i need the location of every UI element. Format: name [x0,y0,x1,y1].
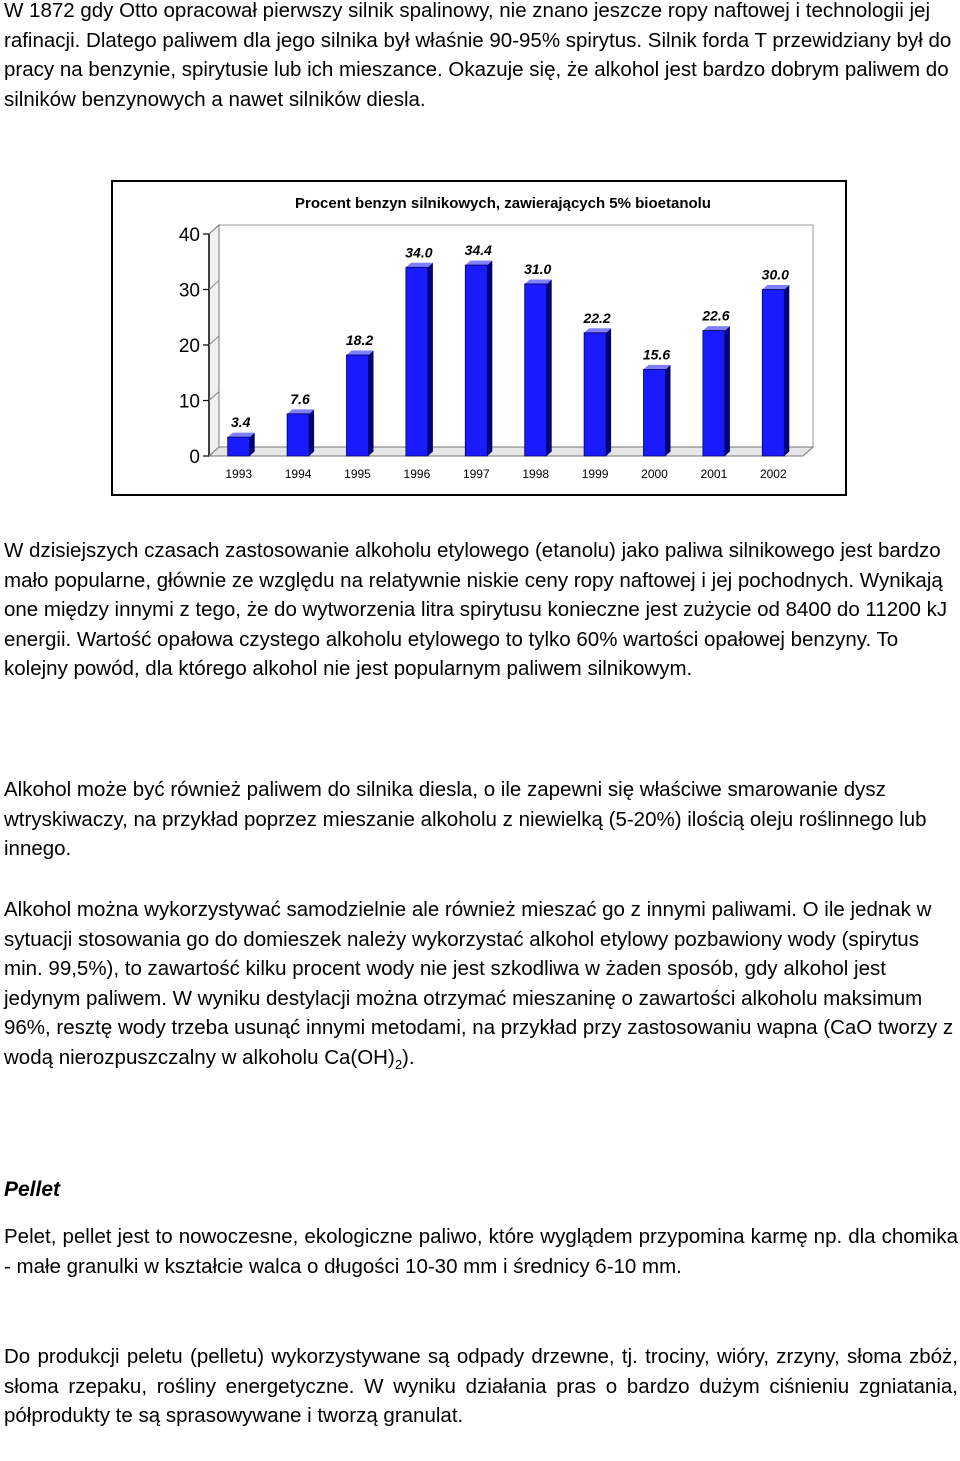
y-tick-label: 0 [189,447,200,468]
bar-value-label: 3.4 [230,414,251,431]
x-tick-label: 1994 [284,467,312,481]
y-tick-label: 10 [178,391,200,413]
mixing-paragraph-text: Alkohol można wykorzystywać samodzielnie ale również mieszać go z innymi paliwami. O ile jednak w sytuacji stosowania go do domieszek należy wykorzystać alkohol etylowy pozbawiony wody (spirytus min. 99,5%), to zawartość kilku procent wody nie jest szkodliwa w żaden sposób, gdy alkohol jest jedynym paliwem. W wyniku destylacji można otrzymać mieszaninę o zawartości alkoholu maksimum 96%, resztę wody trzeba usunąć innymi metodami, na przykład przy zastosowaniu wapna (CaO tworzy z wodą nierozpuszczalny w alkoholu Ca(OH) [4,898,954,1069]
x-tick-label: 1993 [225,467,253,481]
bar-value-label: 22.2 [583,309,611,326]
pellet-production-paragraph: Do produkcji peletu (pelletu) wykorzystywane są odpady drzewne, tj. trociny, wióry, zrzyny, słoma zbóż, słoma rzepaku, rośliny energetyczne. W wyniku działania pras o bardzo dużym ciśnieniu zgniatania, półprodukty te są sprasowywane i tworzą granulat. [4,1345,958,1427]
intro-paragraph: W 1872 gdy Otto opracował pierwszy silnik spalinowy, nie znano jeszcze ropy naftowej i technologii jej rafinacji. Dlatego paliwem dla jego silnika był właśnie 90-95% spirytus. Silnik forda T przewidziany był do pracy na benzynie, spirytusie lub ich mieszance. Okazuje się, że alkohol jest bardzo dobrym paliwem do silników benzynowych a nawet silników diesla. [4,0,952,111]
bar-value-label: 15.6 [642,346,671,363]
x-tick-label: 1998 [522,467,550,481]
bar-side-face [428,263,433,456]
bar-side-face [547,279,552,456]
x-tick-label: 1999 [581,467,609,481]
bar-value-label: 34.4 [464,242,492,259]
bar-side-face [606,328,611,456]
bar-value-label: 18.2 [345,331,374,348]
bar-value-label: 34.0 [405,244,433,261]
x-tick-label: 2002 [759,467,787,481]
bar-1997 [465,265,487,456]
bar-side-face [666,365,671,456]
bioethanol-bar-chart [111,180,847,496]
x-tick-label: 1997 [462,467,490,481]
bar-1996 [406,267,428,456]
bar-2001 [703,331,725,456]
bar-side-face [784,285,789,456]
bar-value-label: 22.6 [702,307,730,324]
y-tick-label: 30 [178,280,200,302]
bar-side-face [369,350,374,456]
bar-2002 [762,290,784,457]
y-tick-label: 40 [178,225,200,246]
bar-side-face [725,326,730,456]
bar-side-face [309,409,314,456]
chart-svg [113,182,845,494]
diesel-paragraph: Alkohol może być również paliwem do silnika diesla, o ile zapewni się właściwe smarowanie dysz wtryskiwaczy, na przykład poprzez mieszanie alkoholu z niewielką (5-20%) ilością oleju roślinnego lub innego. [4,778,927,860]
bar-1998 [525,284,547,456]
bar-2000 [644,369,666,456]
ethanol-popularity-paragraph: W dzisiejszych czasach zastosowanie alkoholu etylowego (etanolu) jako paliwa silnikowego jest bardzo mało popularne, głównie ze względu na relatywnie niskie ceny ropy naftowej i jej pochodnych. Wynikają one między innymi z tego, że do wytworzenia litra spirytusu konieczne jest zużycie od 8400 do 11200 kJ energii. Wartość opałowa czystego alkoholu etylowego to tylko 60% wartości opałowej benzyny. To kolejny powód, dla którego alkohol nie jest popularnym paliwem silnikowym. [4,539,948,680]
bar-value-label: 7.6 [290,390,310,407]
bar-1994 [287,414,309,456]
pellet-definition-paragraph: Pelet, pellet jest to nowoczesne, ekologiczne paliwo, które wyglądem przypomina karmę np. dla chomika - małe granulki w kształcie walca o długości 10-30 mm i średnicy 6-10 mm. [4,1225,958,1278]
bar-1993 [228,437,250,456]
x-tick-label: 2000 [641,467,668,481]
bar-side-face [487,261,492,456]
x-tick-label: 1996 [403,467,431,481]
subscript-2: 2 [394,1056,403,1072]
bar-1999 [584,333,606,456]
x-tick-label: 1995 [344,467,371,481]
chart-title: Procent benzyn silnikowych, zawierających 5% bioetanolu [295,195,711,212]
x-tick-label: 2001 [700,467,728,481]
bar-value-label: 30.0 [761,266,789,283]
bar-value-label: 31.0 [524,260,552,277]
y-tick-label: 20 [178,336,200,357]
pellet-heading: Pellet [4,1178,61,1201]
mixing-paragraph [4,895,958,1079]
bar-1995 [347,355,369,456]
mixing-paragraph-end: ). [402,1045,415,1069]
